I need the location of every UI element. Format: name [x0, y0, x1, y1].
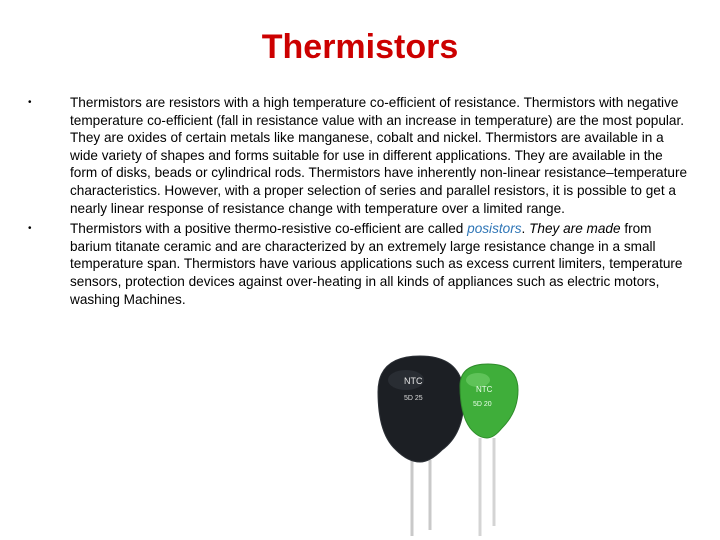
black-ntc-disc [378, 356, 464, 462]
green-ntc-code: 5D 20 [473, 401, 492, 408]
page-title: Thermistors [261, 28, 459, 66]
bullet-text-post: from barium titanate ceramic and are characterized by an extremely large resistance change in a small temperature span. Thermistors have various applications such as excess current limiters, temperature sensors, protection devices against over-heating in all kinds of appliances such as electric motors, washing Machines. [70, 221, 683, 307]
black-ntc-label: NTC [404, 376, 423, 386]
bullet-icon: • [28, 97, 32, 108]
bullet-text: Thermistors are resistors with a high temperature co-efficient of resistance. Thermistors with negative temperature co-efficient (fall in resistance value with an increase in temperature) are the most popular. They are oxides of certain metals like manganese, cobalt and nickel. Thermistors are available in a wide variety of shapes and forms suitable for use in different applications. They are available in the form of disks, beads or cylindrical rods. Thermistors have inherently non-linear resistance–temperature characteristics. However, with a proper selection of series and parallel resistors, it is possible to get a nearly linear response of resistance change with temperature over a limited range. [70, 95, 688, 216]
bullet-item [28, 220, 688, 308]
bullet-text-italic: They are made [529, 221, 621, 237]
posistors-term: posistors [467, 221, 522, 237]
thermistor-photo [372, 350, 520, 536]
green-ntc-label: NTC [476, 385, 493, 394]
bullet-list [28, 94, 688, 311]
bullet-icon: • [28, 223, 32, 235]
bullet-item [28, 94, 688, 217]
bullet-text-dot: . [521, 221, 530, 237]
black-ntc-code: 5D 25 [404, 395, 423, 402]
bullet-text-pre: Thermistors with a positive thermo-resistive co-efficient are called [70, 221, 468, 237]
